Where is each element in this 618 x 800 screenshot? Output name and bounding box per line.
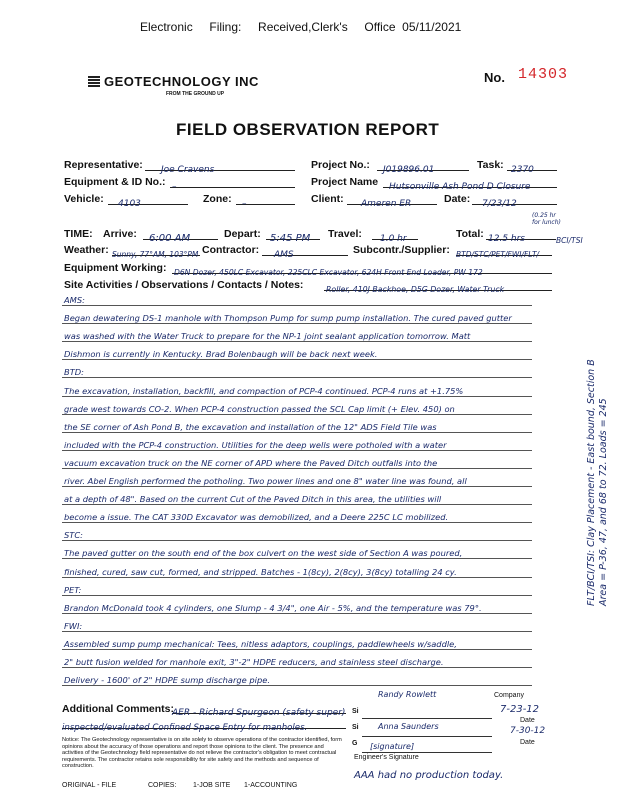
zone-label: Zone: [203,193,232,205]
project-no-field: J019896.01 [377,159,469,171]
side-note [586,326,610,606]
company-label: Company [494,692,524,699]
project-name-field: Hutsonville Ash Pond D Closure [383,176,557,188]
vehicle-label: Vehicle: [64,193,104,205]
ruled-line [62,595,532,596]
report-title: FIELD OBSERVATION REPORT [176,120,440,139]
footer-jobsite: 1-JOB SITE [193,782,231,789]
note-line: Dishmon is currently in Kentucky. Brad Bolenbaugh will be back next week. [64,349,378,360]
footer-accounting: 1-ACCOUNTING [244,782,298,789]
travel-field: 1.0 hr [372,228,418,240]
date-label-1: Date [520,717,535,724]
subcontr-field: BTD/STC/PET/FWI/FLT/ [456,244,552,256]
filing-stamp: Electronic Filing: Received,Clerk's Office 05/11/2021 [140,20,462,34]
sig-line-3 [362,752,492,753]
disclaimer: Notice: The Geotechnology representative is on site solely to observe operations of the contractor identified, form opinions about the accuracy of those operations and report those opinions to the client. The presence and activities of the Geotechnology field representative do not relieve the contractor's obligation to meet contractual requirements. The contractor retains sole responsibility for site safety and the methods and sequence of construction. [62,737,342,770]
contractor-field: AMS [262,244,348,256]
footer-copies: COPIES: [148,782,177,789]
travel-label: Travel: [328,228,362,240]
depart-label: Depart: [224,228,261,240]
note-line: Assembled sump pump mechanical: Tees, nitless adaptors, couplings, paddlewheels w/saddle, [64,638,457,649]
site-activities-field: Roller, 410J Backhoe, D5G Dozer, Water Truck [324,279,552,291]
note-line: finished, cured, saw cut, formed, and stripped. Batches - 1(8cy), 2(8cy), 3(8cy) totalling 24 cy. [64,566,457,577]
side-note-line1: FLT/BCI/TSI: Clay Placement - East bound, Section B [586,359,597,606]
project-name-label: Project Name [311,176,379,188]
report-no-label: No. [484,70,505,85]
note-line: vacuum excavation truck on the NE corner of APD where the Paved Ditch outfalls into the [64,457,438,468]
depart-field: 5:45 PM [266,228,320,240]
note-heading: FWI: [64,620,83,631]
logo-icon [88,76,100,88]
note-line: grade west towards CO-2. When PCP-4 construction passed the SCL Cap limit (+ Elev. 450) on [64,403,455,414]
engineer-signature-label: Engineer's Signature [354,754,419,761]
report-number: 14303 [518,66,569,83]
aaa-note: AAA had no production today. [354,770,504,781]
representative-label: Representative: [64,159,143,171]
date-2: 7-30-12 [510,726,546,736]
date-label-2: Date [520,739,535,746]
subcontr-label: Subcontr./Supplier: [353,244,450,256]
note-line: 2" butt fusion welded for manhole exit, 3"-2" HDPE reducers, and stainless steel discharge. [64,657,444,667]
logo-name: GEOTECHNOLOGY INC [104,74,259,89]
note-line: Began dewatering DS-1 manhole with Thompson Pump for sump pump installation. The cured paved gutter [64,313,512,324]
signature-3: [signature] [370,742,415,751]
subcontr-extra: BCI/TSI [556,236,583,245]
note-heading: AMS: [64,295,85,305]
side-note-line2: Area = P-36, 47, and 68 to 72. Loads = 245 [598,398,609,606]
additional-comments-line1: AER - Richard Spurgeon (safety super) [172,702,346,714]
equipment-field: – [170,176,295,188]
ruled-line [62,305,532,306]
total-label: Total: [456,228,484,240]
sig-field-2: Si [352,724,359,731]
time-label: TIME: [64,228,93,240]
additional-comments-line2: inspected/evaluated Confined Space Entry for manholes. [62,717,346,729]
note-heading: PET: [64,584,82,595]
ruled-line [62,540,532,541]
note-line: at a depth of 48". Based on the current Cut of the Paved Ditch in this area, the utilities will [64,494,442,505]
vehicle-field: 4103 [108,193,188,205]
note-line: Brandon McDonald took 4 cylinders, one Slump - 4 3/4", one Air - 5%, and the temperature was 79°. [64,602,482,613]
footer-original: ORIGINAL - FILE [62,782,117,789]
zone-field: – [236,193,295,205]
ruled-line [62,631,532,632]
sig-field-1: Si [352,708,359,715]
weather-field: Sunny, 77°AM, 103°PM [112,244,200,256]
signature-1: Randy Rowlett [378,690,437,699]
date-1: 7-23-12 [500,704,540,715]
note-heading: STC: [64,530,83,541]
project-no-label: Project No.: [311,159,370,171]
total-note: (0.25 hr for lunch) [532,212,561,226]
client-field: Ameren ER [347,193,437,205]
date-field: 7/23/12 [472,193,557,205]
note-line: Delivery - 1600' of 2" HDPE sump discharge pipe. [64,675,270,686]
sig-field-3: G [352,740,358,747]
representative-field: Joe Cravens [145,159,295,171]
contractor-label: Contractor: [202,244,260,256]
task-field: 2370 [507,159,557,171]
ruled-line [62,377,532,378]
logo-tagline: FROM THE GROUND UP [166,91,225,97]
date-label: Date: [444,193,471,205]
additional-comments-label: Additional Comments: [62,703,174,715]
total-field: 12.5 hrs [486,228,556,240]
task-label: Task: [477,159,504,171]
note-heading: BTD: [64,367,84,378]
arrive-label: Arrive: [103,228,137,240]
note-line: The excavation, installation, backfill, and compaction of PCP-4 continued. PCP-4 runs at +1.75% [64,385,464,396]
site-activities-label: Site Activities / Observations / Contacts / Notes: [64,279,304,291]
note-line: the SE corner of Ash Pond B, the excavation and installation of the 12" ADS Field Tile was [64,421,437,432]
sig-line-2 [362,736,492,737]
signature-2: Anna Saunders [378,722,439,731]
equipment-label: Equipment & ID No.: [64,176,166,188]
equipment-working-field: D6N Dozer, 450LC Excavator, 225CLC Excavator, 624H Front End Loader, PW 172 [172,262,552,274]
weather-label: Weather: [64,244,109,256]
sig-line-1 [362,718,492,719]
note-line: The paved gutter on the south end of the box culvert on the west side of Section A was poured, [64,548,463,559]
equipment-working-label: Equipment Working: [64,262,167,274]
note-line: included with the PCP-4 construction. Utilities for the deep wells were potholed with a water [64,439,447,450]
client-label: Client: [311,193,344,205]
arrive-field: 6:00 AM [143,228,218,240]
note-line: was washed with the Water Truck to prepare for the NP-1 joint sealant application tomorrow. Matt [64,331,471,342]
signature-block [352,690,552,762]
note-line: river. Abel English performed the potholing. Two power lines and one 8" water line was found, all [64,476,467,486]
note-line: become a issue. The CAT 330D Excavator was demobilized, and a Deere 225C LC mobilized. [64,512,449,523]
